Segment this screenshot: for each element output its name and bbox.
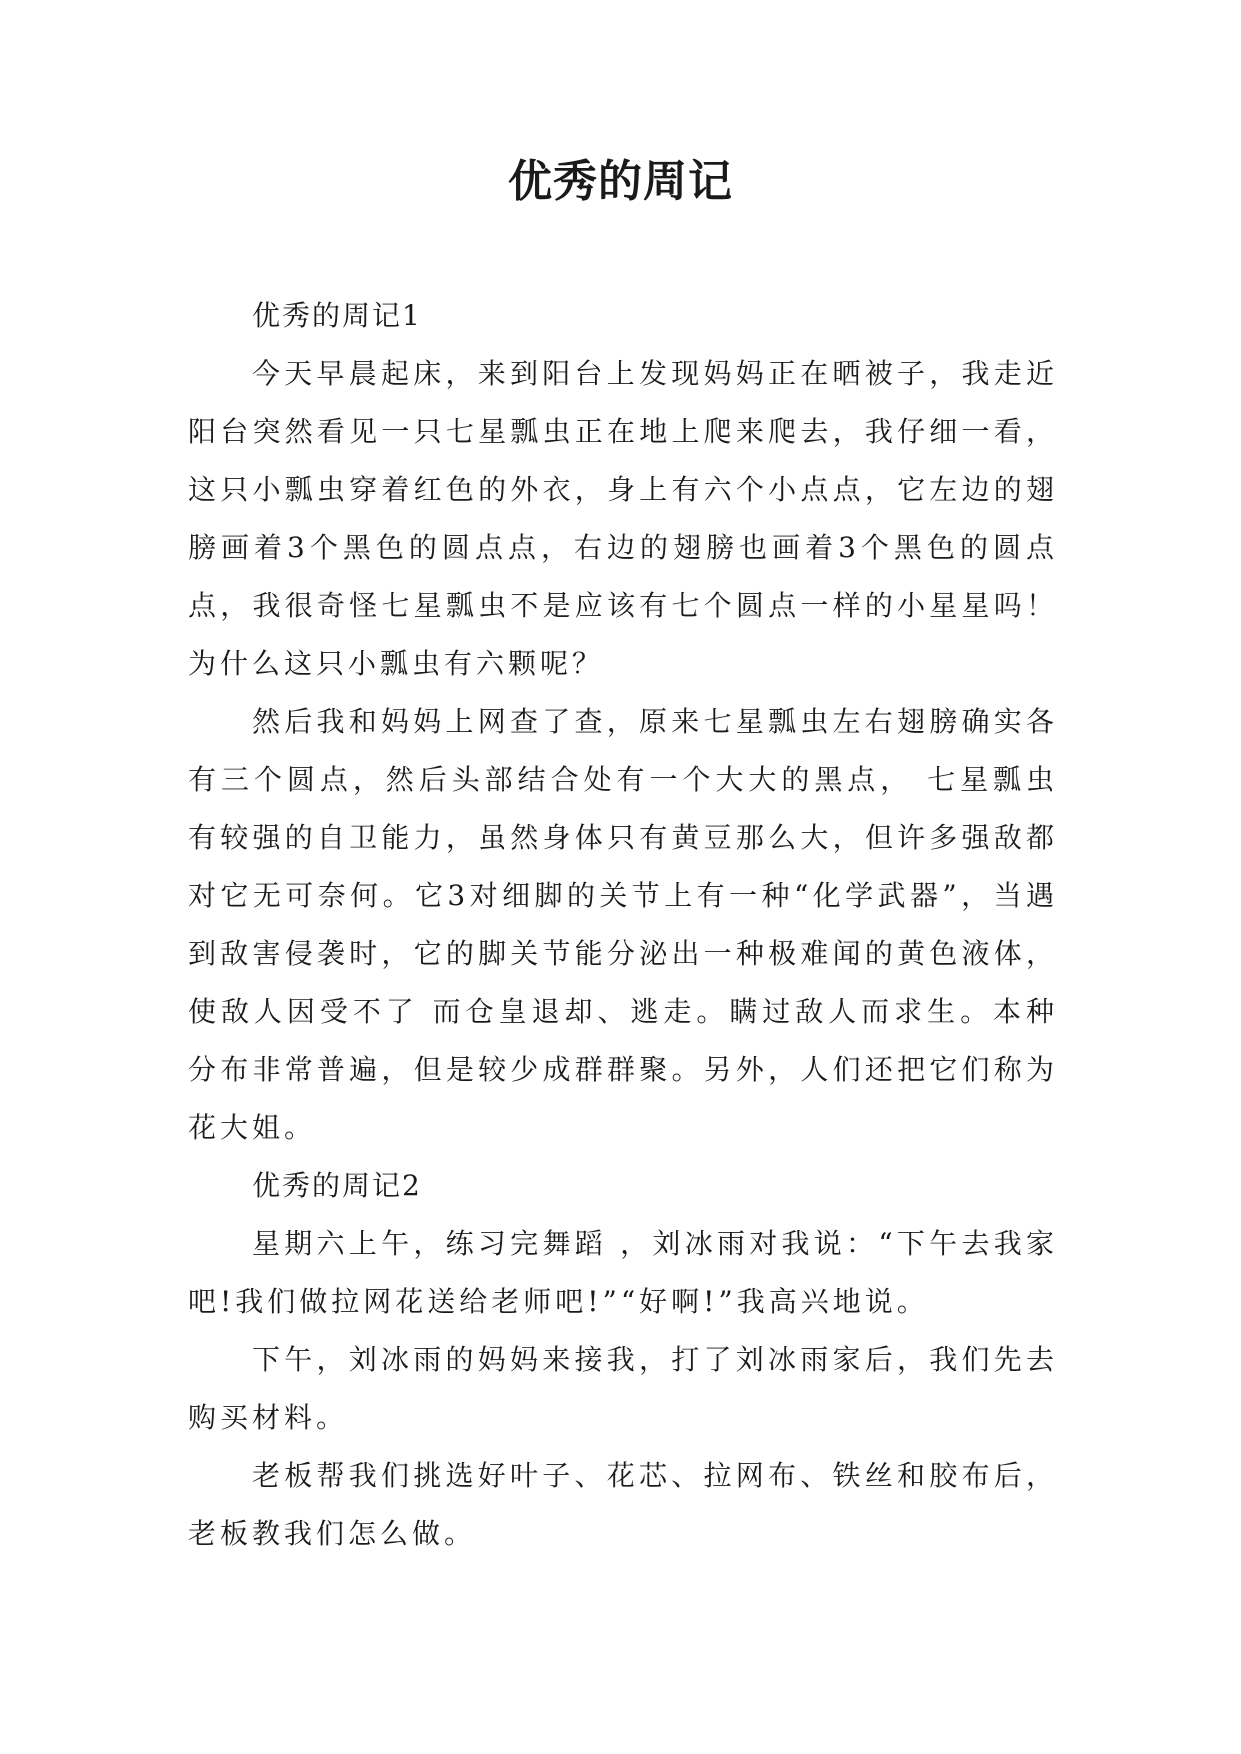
paragraph-1: 今天早晨起床，来到阳台上发现妈妈正在晒被子，我走近阳台突然看见一只七星瓢虫正在地上爬来爬去，我仔细一看，这只小瓢虫穿着红色的外衣，身上有六个小点点，它左边的翅膀画着3个黑色的圆点点，右边的翅膀也画着3个黑色的圆点点，我很奇怪七星瓢虫不是应该有七个圆点一样的小星星吗！为什么这只小瓢虫有六颗呢？	[188, 357, 1058, 680]
section-heading-1: 优秀的周记1	[252, 299, 422, 332]
document-title: 优秀的周记	[508, 156, 733, 207]
section-heading-2: 优秀的周记2	[252, 1169, 422, 1202]
paragraph-2: 然后我和妈妈上网查了查，原来七星瓢虫左右翅膀确实各有三个圆点，然后头部结合处有一个大大的黑点， 七星瓢虫有较强的自卫能力，虽然身体只有黄豆那么大，但许多强敌都对它无可奈何。它3对细脚的关节上有一种“化学武器”，当遇到敌害侵袭时，它的脚关节能分泌出一种极难闻的黄色液体，使敌人因受不了 而仓皇退却、逃走。瞒过敌人而求生。本种分布非常普遍，但是较少成群群聚。另外，人们还把它们称为花大姐。	[188, 705, 1058, 1144]
document-body	[188, 287, 1058, 1563]
paragraph-4: 下午，刘冰雨的妈妈来接我，打了刘冰雨家后，我们先去购买材料。	[188, 1343, 1058, 1434]
paragraph-5: 老板帮我们挑选好叶子、花芯、拉网布、铁丝和胶布后，老板教我们怎么做。	[188, 1459, 1058, 1550]
paragraph-3: 星期六上午，练习完舞蹈 ，刘冰雨对我说：“下午去我家吧!我们做拉网花送给老师吧!”“好啊!”我高兴地说。	[188, 1227, 1058, 1318]
